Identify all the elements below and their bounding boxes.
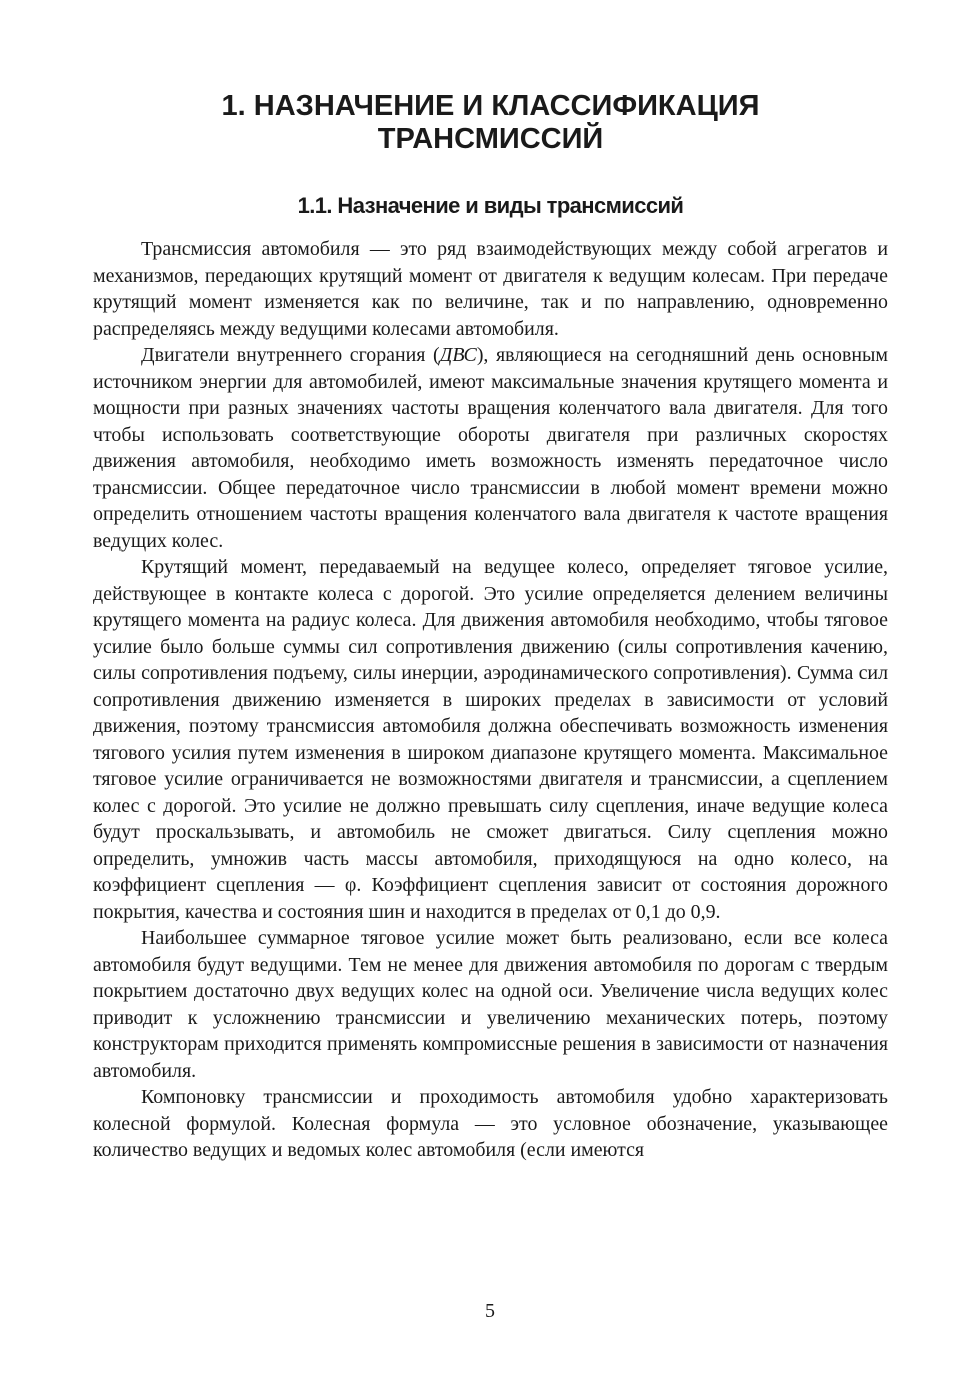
chapter-title-line-2: ТРАНСМИССИЙ [377, 123, 604, 155]
body-text [93, 236, 888, 1164]
paragraph-4: Наибольшее суммарное тяговое усилие может быть реализовано, если все колеса автомобиля будут ведущими. Тем не менее для движения автомобиля по дорогам с твердым покрытием достаточно двух ведущих колес на одной оси. Увеличение числа ведущих колес приводит к усложнению трансмиссии и увеличению механических потерь, поэтому конструкторам приходится применять компромиссные решения в зависимости от назначения автомобиля. [93, 927, 888, 1082]
chapter-title-line-1: 1. НАЗНАЧЕНИЕ И КЛАССИФИКАЦИЯ [221, 90, 760, 122]
paragraph-1: Трансмиссия автомобиля — это ряд взаимодействующих между собой агрегатов и механизмов, передающих крутящий момент от двигателя к ведущим колесам. При передаче крутящий момент изменяется как по величине, так и по направлению, одновременно распределяясь между ведущими колесами автомобиля. [93, 238, 888, 340]
paragraph-2 [93, 342, 888, 554]
page-number: 5 [485, 1300, 495, 1322]
section-title: 1.1. Назначение и виды трансмиссий [297, 193, 684, 218]
paragraph-2-after: ), являющиеся на сегодняшний день основным источником энергии для автомобилей, имеют максимальные значения крутящего момента и мощности при разных значениях частоты вращения коленчатого вала двигателя. Для того чтобы использовать соответствующие обороты двигателя при различных скоростях движения автомобиля, необходимо иметь возможность изменять передаточное число трансмиссии. Общее передаточное число трансмиссии в любой момент времени можно определить отношением частоты вращения коленчатого вала двигателя к частоте вращения ведущих колес. [93, 344, 888, 552]
paragraph-3: Крутящий момент, передаваемый на ведущее колесо, определяет тяговое усилие, действующее в контакте колеса с дорогой. Это усилие определяется делением величины крутящего момента на радиус колеса. Для движения автомобиля необходимо, чтобы тяговое усилие было больше суммы сил сопротивления движению (силы сопротивления качению, силы сопротивления подъему, силы инерции, аэродинамического сопротивления). Сумма сил сопротивления движению изменяется в широких пределах в зависимости от условий движения, поэтому трансмиссия автомобиля должна обеспечивать возможность изменения тягового усилия путем изменения в широком диапазоне крутящего момента. Максимальное тяговое усилие ограничивается не возможностями двигателя и трансмиссии, а сцеплением колес с дорогой. Это усилие не должно превышать силу сцепления, иначе ведущие колеса будут проскальзывать, и автомобиль не сможет двигаться. Силу сцепления можно определить, умножив часть массы автомобиля, приходящуюся на одно колесо, на коэффициент сцепления — φ. Коэффициент сцепления зависит от состояния дорожного покрытия, качества и состояния шин и находится в пределах от 0,1 до 0,9. [93, 556, 888, 923]
chapter-title [93, 90, 888, 156]
paragraph-2-before: Двигатели внутреннего сгорания ( [141, 344, 440, 366]
abbreviation-dvs: ДВС [439, 344, 477, 366]
paragraph-5: Компоновку трансмиссии и проходимость автомобиля удобно характеризовать колесной формулой. Колесная формула — это условное обозначение, указывающее количество ведущих и ведомых колес автомобиля (если имеются [93, 1086, 888, 1161]
